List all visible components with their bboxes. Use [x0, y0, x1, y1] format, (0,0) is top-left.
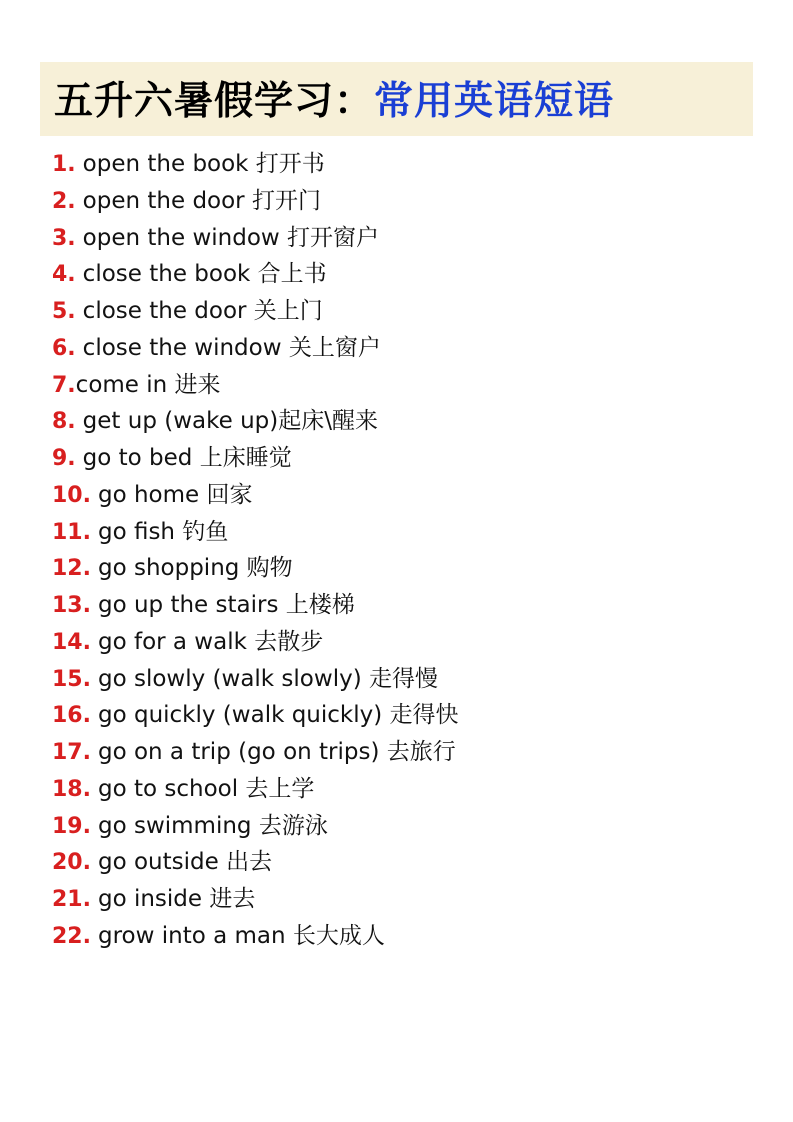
list-item — [40, 152, 753, 178]
list-item — [40, 299, 753, 325]
list-item — [40, 262, 753, 288]
list-item-number: 21. — [52, 887, 91, 912]
list-item-number: 1. — [52, 152, 76, 177]
list-item-number: 3. — [52, 225, 76, 251]
list-item-text: open the door 打开门 — [82, 187, 321, 214]
list-item — [40, 336, 753, 362]
list-item-number: 7. — [52, 372, 76, 398]
list-item-number: 15. — [52, 666, 91, 692]
list-item-number: 8. — [52, 409, 76, 435]
list-item-number: 18. — [52, 776, 91, 802]
list-item-text: go inside 进去 — [97, 886, 256, 912]
list-item — [40, 593, 753, 619]
list-item-number: 13. — [52, 593, 91, 618]
list-item-number: 14. — [52, 629, 91, 655]
list-item — [40, 226, 753, 252]
list-item — [40, 520, 753, 546]
list-item-text: go up the stairs 上楼梯 — [97, 592, 355, 618]
list-item-number: 10. — [52, 482, 91, 508]
list-item-text: go to bed 上床睡觉 — [82, 445, 292, 471]
list-item-text: go outside 出去 — [97, 849, 273, 876]
list-item — [40, 740, 753, 766]
page-title-primary: 五升六暑假学习： — [54, 79, 375, 124]
list-item — [40, 189, 753, 215]
list-item-text: go on a trip (go on trips) 去旅行 — [97, 739, 456, 765]
list-item — [40, 373, 753, 399]
list-item — [40, 703, 753, 729]
phrase-list — [40, 152, 753, 950]
list-item-number: 19. — [52, 813, 91, 839]
list-item-text: grow into a man 长大成人 — [97, 922, 385, 949]
list-item — [40, 850, 753, 876]
list-item-text: go shopping 购物 — [97, 555, 293, 582]
list-item-text: go fish 钓鱼 — [97, 518, 229, 545]
list-item — [40, 667, 753, 693]
list-item-text: come in 进来 — [75, 371, 221, 398]
list-item — [40, 556, 753, 582]
list-item-number: 17. — [52, 740, 91, 765]
list-item-text: go slowly (walk slowly) 走得慢 — [97, 665, 438, 692]
list-item — [40, 814, 753, 840]
list-item-text: open the window 打开窗户 — [82, 224, 380, 251]
list-item-text: go for a walk 去散步 — [97, 628, 324, 655]
list-item-text: close the door 关上门 — [82, 298, 323, 324]
list-item-number: 5. — [52, 299, 76, 324]
list-item-number: 16. — [52, 703, 91, 729]
list-item-number: 22. — [52, 923, 91, 949]
page-title-secondary: 常用英语短语 — [374, 79, 615, 124]
list-item-number: 9. — [52, 446, 76, 471]
list-item-number: 20. — [52, 850, 91, 876]
list-item — [40, 409, 753, 435]
list-item-text: get up (wake up)起床\醒来 — [82, 408, 378, 435]
list-item-text: open the book 打开书 — [82, 151, 325, 177]
list-item — [40, 483, 753, 509]
list-item — [40, 446, 753, 472]
list-item-text: go swimming 去游泳 — [97, 812, 328, 839]
list-item-text: go to school 去上学 — [97, 775, 315, 802]
list-item-text: go quickly (walk quickly) 走得快 — [97, 702, 459, 729]
list-item-number: 11. — [52, 519, 91, 545]
list-item-number: 6. — [52, 335, 76, 361]
list-item — [40, 924, 753, 950]
page-title — [40, 62, 753, 136]
list-item-text: close the book 合上书 — [82, 261, 327, 288]
list-item-number: 12. — [52, 556, 91, 582]
list-item-number: 4. — [52, 262, 76, 288]
list-item — [40, 630, 753, 656]
list-item — [40, 887, 753, 913]
list-item — [40, 777, 753, 803]
list-item-number: 2. — [52, 188, 76, 214]
list-item-text: go home 回家 — [97, 481, 253, 508]
list-item-text: close the window 关上窗户 — [82, 334, 381, 361]
